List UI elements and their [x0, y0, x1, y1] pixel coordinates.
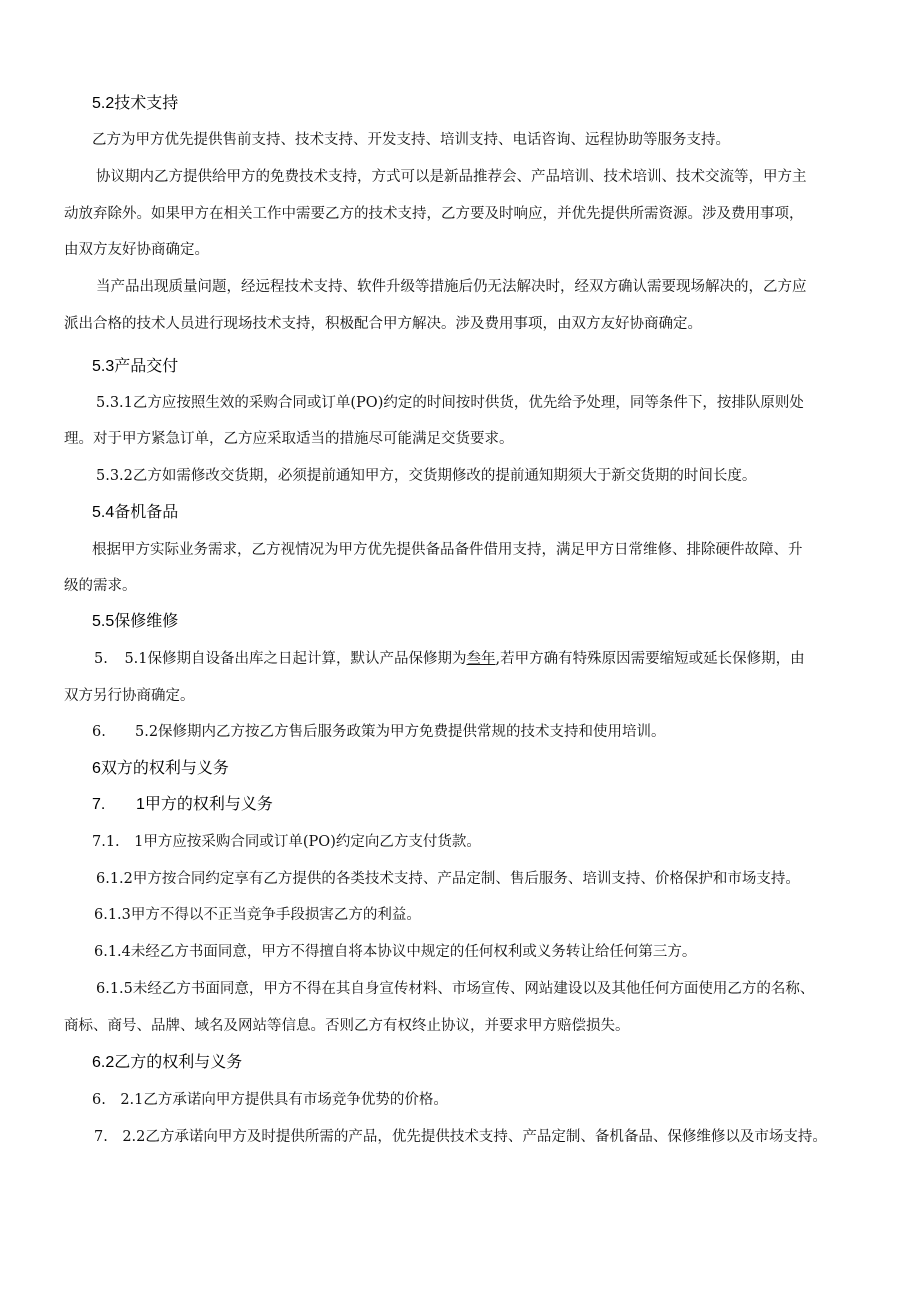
item-6-1-4: 6.1.4未经乙方书面同意，甲方不得擅自将本协议中规定的任何权利或义务转让给任何第三方。	[94, 944, 697, 960]
section-heading-5-3: 5.3产品交付	[92, 358, 179, 375]
paragraph-5-4-line1: 根据甲方实际业务需求，乙方视情况为甲方优先提供备品备件借用支持，满足甲方日常维修、排除硬件故障、升	[92, 542, 803, 558]
paragraph-5-3-1-line2: 理。对于甲方紧急订单，乙方应采取适当的措施尽可能满足交货要求。	[64, 431, 514, 447]
list-number: 6.	[92, 724, 106, 740]
section-heading-5-5: 5.5保修维修	[92, 613, 179, 630]
paragraph-5-3-1-line1: 5.3.1乙方应按照生效的采购合同或订单(PO)约定的时间按时供货，优先给予处理，同等条件下，按排队原则处	[96, 395, 804, 411]
paragraph-5-2-2-line2: 动放弃除外。如果甲方在相关工作中需要乙方的技术支持，乙方要及时响应，并优先提供所需资源。涉及费用事项，	[64, 206, 804, 222]
item-6-2-2: 7. 2.2乙方承诺向甲方及时提供所需的产品，优先提供技术支持、产品定制、备机备品、保修维修以及市场支持。	[94, 1129, 827, 1145]
paragraph-5-2-3-line2: 派出合格的技术人员进行现场技术支持，积极配合甲方解决。涉及费用事项，由双方友好协商确定。	[64, 316, 702, 332]
paragraph-text: 5.1保修期自设备出库之日起计算，默认产品保修期为	[124, 651, 467, 667]
paragraph-5-5-1-line2: 双方另行协商确定。	[64, 688, 195, 704]
item-6-1-2: 6.1.2甲方按合同约定享有乙方提供的各类技术支持、产品定制、售后服务、培训支持、价格保护和市场支持。	[96, 871, 800, 887]
paragraph-text-tail: ,若甲方确有特殊原因需要缩短或延长保修期，由	[495, 651, 805, 667]
section-heading-6: 6双方的权利与义务	[92, 760, 229, 777]
paragraph-5-4-line2: 级的需求。	[64, 578, 137, 594]
section-heading-5-2: 5.2技术支持	[92, 95, 179, 112]
paragraph-5-5-1-line1	[94, 648, 805, 670]
subsection-heading-6-2: 6.2乙方的权利与义务	[92, 1054, 243, 1071]
item-6-1-5-line2: 商标、商号、品牌、域名及网站等信息。否则乙方有权终止协议，并要求甲方赔偿损失。	[64, 1018, 630, 1034]
paragraph-5-2-2-line1: 协议期内乙方提供给甲方的免费技术支持，方式可以是新品推荐会、产品培训、技术培训、技术交流等，甲方主	[96, 169, 807, 185]
paragraph-5-2-3-line1: 当产品出现质量问题，经远程技术支持、软件升级等措施后仍无法解决时，经双方确认需要现场解决的，乙方应	[96, 279, 807, 295]
underlined-term: 叁年	[466, 651, 496, 667]
item-6-2-1: 6. 2.1乙方承诺向甲方提供具有市场竞争优势的价格。	[92, 1092, 448, 1108]
subsection-heading-6-1: 1甲方的权利与义务	[136, 796, 273, 813]
item-7-1-1: 7.1. 1甲方应按采购合同或订单(PO)约定向乙方支付货款。	[92, 834, 481, 850]
paragraph-5-2-2-line3: 由双方友好协商确定。	[64, 242, 209, 258]
paragraph-5-3-2: 5.3.2乙方如需修改交货期，必须提前通知甲方，交货期修改的提前通知期须大于新交货期的时间长度。	[96, 468, 757, 484]
paragraph-5-2-1: 乙方为甲方优先提供售前支持、技术支持、开发支持、培训支持、电话咨询、远程协助等服务支持。	[92, 132, 730, 148]
section-heading-5-4: 5.4备机备品	[92, 504, 179, 521]
item-6-1-3: 6.1.3甲方不得以不正当竞争手段损害乙方的利益。	[94, 907, 421, 923]
list-number: 5.	[94, 651, 108, 667]
list-number: 7.	[92, 796, 106, 813]
item-6-1-5-line1: 6.1.5未经乙方书面同意，甲方不得在其自身宣传材料、市场宣传、网站建设以及其他任何方面使用乙方的名称、	[96, 981, 815, 997]
paragraph-5-5-2: 5.2保修期内乙方按乙方售后服务政策为甲方免费提供常规的技术支持和使用培训。	[135, 724, 666, 740]
